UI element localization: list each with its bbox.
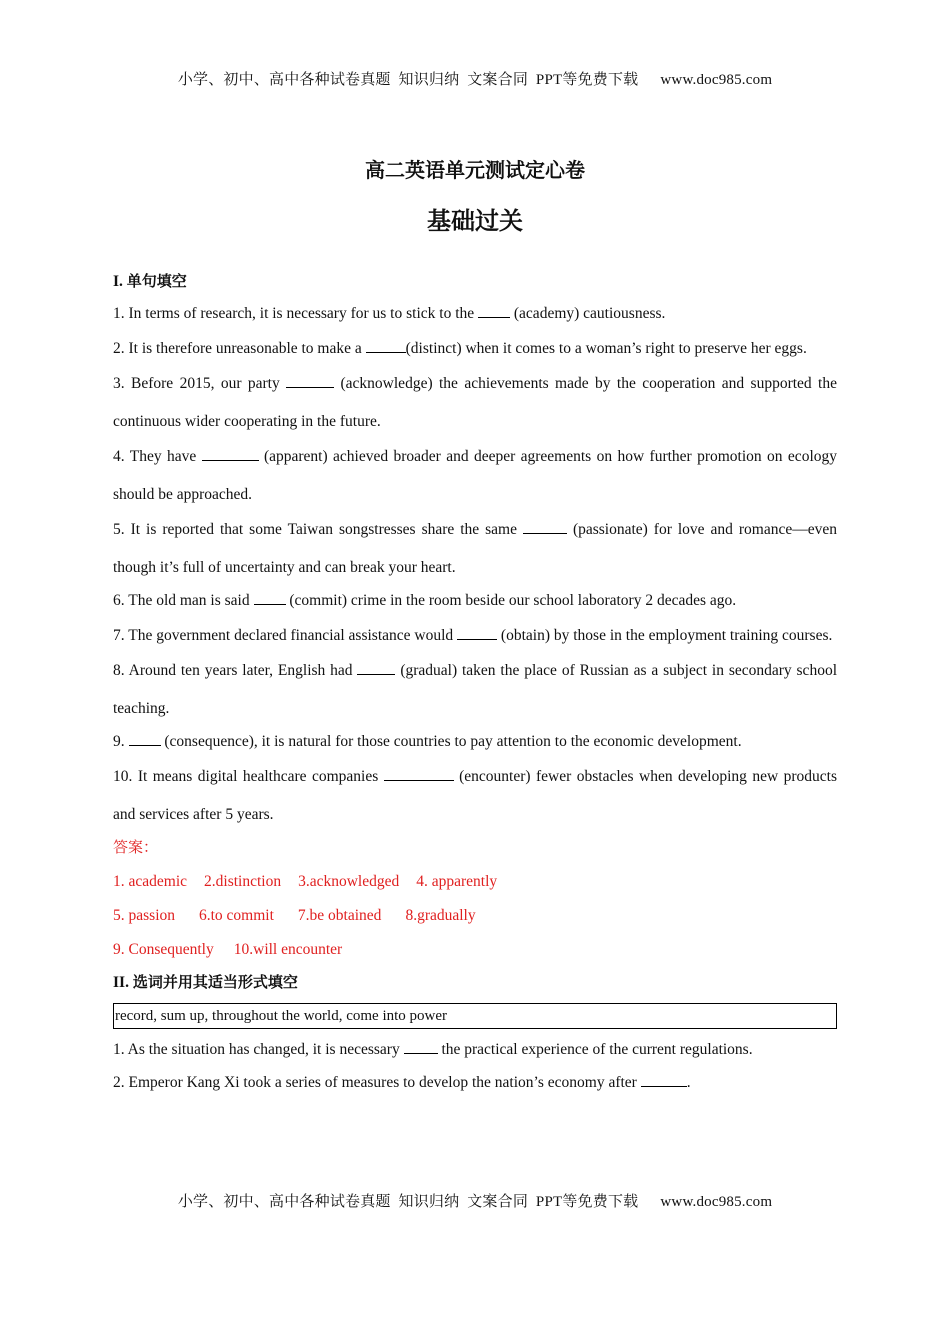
question-text: 7. The government declared financial assistance would: [113, 627, 458, 644]
question-4: [113, 438, 837, 514]
question-text: 5. It is reported that some Taiwan songstresses share the same: [113, 521, 523, 538]
question-text: (gradual) taken the place of Russian as a subject in secondary school teaching.: [113, 662, 837, 717]
section2-heading: [113, 967, 837, 997]
answer-row: [113, 865, 837, 899]
word-bank-box: record, sum up, throughout the world, come into power: [113, 1003, 837, 1029]
header-site[interactable]: www.doc985.com: [660, 72, 773, 88]
answer-item: 8.gradually: [405, 907, 476, 924]
section1-heading: [113, 266, 837, 296]
question-text: 6. The old man is said: [113, 592, 254, 609]
question-5: [113, 511, 837, 587]
header-text: 小学、初中、高中各种试卷真题 知识归纳 文案合同 PPT等免费下载: [177, 72, 639, 88]
question-6: [113, 584, 837, 617]
answer-blank[interactable]: [523, 519, 567, 534]
answer-item: 9. Consequently: [113, 941, 214, 958]
question-3: [113, 365, 837, 441]
question-text: (academy) cautiousness.: [510, 305, 666, 322]
answer-blank[interactable]: [254, 590, 286, 605]
answer-blank[interactable]: [478, 303, 510, 318]
page-header: [0, 68, 950, 89]
section2-title: 选词并用其适当形式填空: [132, 973, 298, 991]
answer-row: [113, 933, 837, 967]
answer-blank[interactable]: [384, 766, 454, 781]
question-text: 3. Before 2015, our party: [113, 375, 287, 392]
question-text: the practical experience of the current regulations.: [437, 1041, 753, 1058]
answer-blank[interactable]: [286, 373, 334, 388]
answer-item: 6.to commit: [199, 907, 274, 924]
answer-blank[interactable]: [202, 446, 259, 461]
question-text: (consequence), it is natural for those countries to pay attention to the economic development.: [160, 733, 742, 750]
page-footer: [0, 1190, 950, 1211]
footer-site[interactable]: www.doc985.com: [660, 1194, 773, 1210]
question-text: .: [686, 1074, 691, 1091]
question-2-2: [113, 1066, 837, 1099]
answer-item: 5. passion: [113, 907, 175, 924]
answer-label: 答案：: [113, 838, 159, 856]
exam-subtitle: 基础过关: [427, 207, 523, 235]
question-text: 1. As the situation has changed, it is necessary: [113, 1041, 404, 1058]
question-text: 2. It is therefore unreasonable to make a: [113, 340, 366, 357]
question-text: (passionate) for love and romance—even though it’s full of uncertainty and can break your heart.: [113, 521, 837, 576]
question-text: 2. Emperor Kang Xi took a series of measures to develop the nation’s economy after: [113, 1074, 641, 1091]
question-text: 9.: [113, 733, 129, 750]
question-1: [113, 297, 837, 330]
question-text: (apparent) achieved broader and deeper agreements on how further promotion on ecology should be approached.: [113, 448, 837, 503]
question-text: (encounter) fewer obstacles when developing new products and services after 5 years.: [113, 768, 837, 823]
answer-item: 1. academic: [113, 873, 188, 890]
question-9: [113, 725, 837, 758]
footer-text: 小学、初中、高中各种试卷真题 知识归纳 文案合同 PPT等免费下载: [177, 1194, 639, 1210]
question-7: [113, 617, 837, 655]
answer-item: 3.acknowledged: [298, 873, 400, 890]
question-text: 1. In terms of research, it is necessary for us to stick to the: [113, 305, 479, 322]
question-2-1: [113, 1033, 837, 1066]
question-text: 10. It means digital healthcare companies: [113, 768, 384, 785]
exam-content: [113, 266, 837, 1101]
answer-blank[interactable]: [357, 660, 395, 675]
answer-row: [113, 899, 837, 933]
question-text: 4. They have: [113, 448, 202, 465]
section1-num: I.: [113, 273, 123, 290]
answer-item: 2.distinction: [204, 873, 282, 890]
answer-blank[interactable]: [641, 1072, 687, 1087]
question-text: (obtain) by those in the employment training courses.: [497, 627, 833, 644]
section2-num: II.: [113, 974, 129, 991]
question-10: [113, 758, 837, 834]
answer-item: 7.be obtained: [297, 907, 382, 924]
answer-item: 4. apparently: [416, 873, 498, 890]
answer-blank[interactable]: [457, 625, 497, 640]
question-text: (acknowledge) the achievements made by the cooperation and supported the continuous wider cooperating in the future.: [113, 375, 837, 430]
answer-item: 10.will encounter: [233, 941, 343, 958]
section1-title: 单句填空: [126, 272, 187, 290]
question-8: [113, 652, 837, 728]
exam-title: 高二英语单元测试定心卷: [365, 158, 585, 182]
answer-blank[interactable]: [129, 731, 161, 746]
answer-blank[interactable]: [404, 1039, 438, 1054]
question-text: (distinct) when it comes to a woman’s right to preserve her eggs.: [405, 340, 807, 357]
question-text: 8. Around ten years later, English had: [113, 662, 358, 679]
question-text: (commit) crime in the room beside our school laboratory 2 decades ago.: [285, 592, 737, 609]
question-2: [113, 330, 837, 368]
answer-blank[interactable]: [366, 338, 406, 353]
